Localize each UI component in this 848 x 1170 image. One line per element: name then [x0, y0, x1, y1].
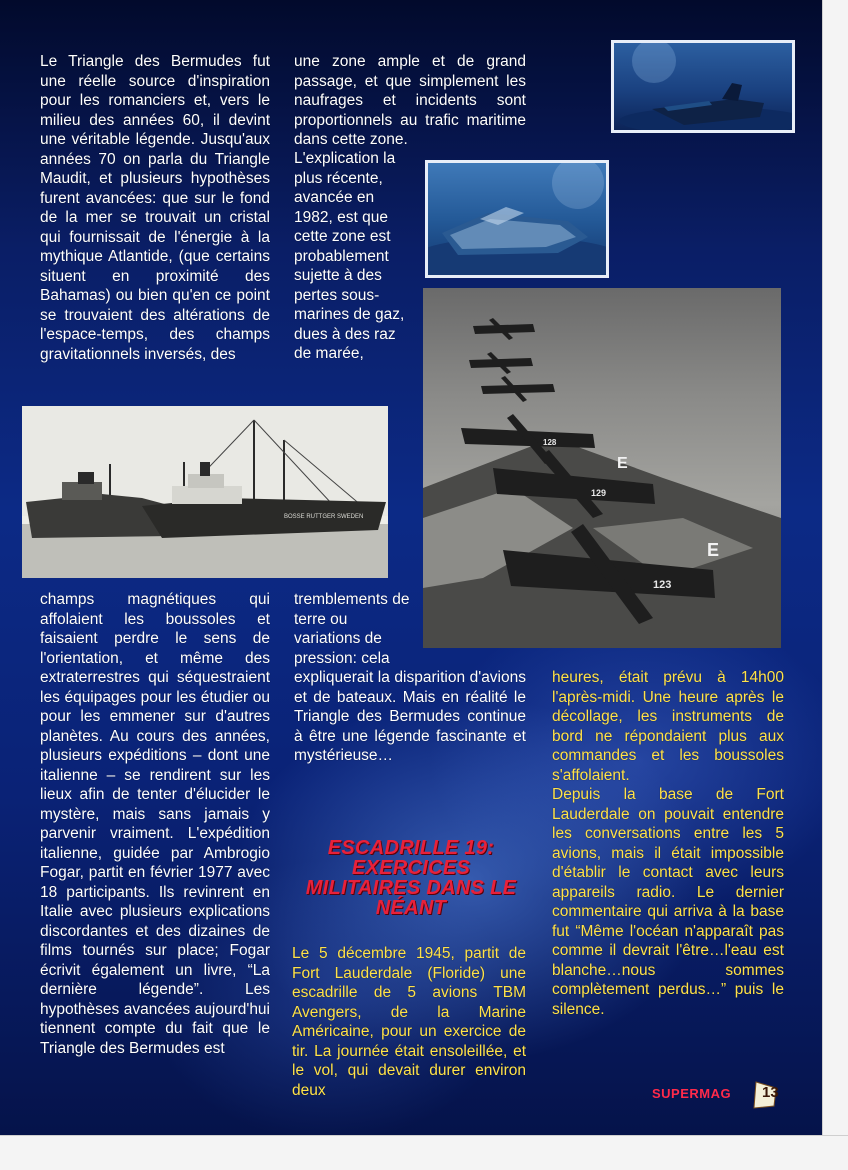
magazine-logo	[652, 1080, 780, 1110]
plane-tail-letter: E	[707, 540, 720, 560]
section-paragraph: Depuis la base de Fort Lauderdale on pouvait entendre les conversations entre les 5 avions, mais il était impossible d'établir le contact avec leurs appareils radio. Le dernier commentaire qui arriva à la base fut “Même l'océan n'apparaît pas comme il devrait l'être…l'eau est blanche…nous sommes complètement perdus…” puis le silence.	[552, 786, 784, 1018]
article-paragraph: une zone ample et de grand passage, et que simplement les naufrages et incidents sont proportionnels au trafic maritime dans cette zone.	[294, 53, 526, 148]
article-column-middle-bottom	[294, 590, 526, 766]
wreck-illustration	[428, 163, 606, 275]
article-column-left-top	[40, 52, 270, 364]
section-paragraph: heures, était prévu à 14h00 l'après-midi. Une heure après le décollage, les instruments de bord ne répondaient plus aux commandes et les boussoles s'affolaient.	[552, 669, 784, 784]
article-column-middle-top	[294, 52, 526, 150]
page-number: 13	[762, 1084, 779, 1101]
section-paragraph: Le 5 décembre 1945, partit de Fort Lauderdale (Floride) une escadrille de 5 avions TBM Avengers, de la Marine Américaine, pour un exercice de tir. La journée était ensoleillée, et le vol, qui devait durer environ deux	[292, 945, 526, 1099]
vintage-ship-photo	[22, 406, 388, 578]
article-paragraph-narrow: tremblements de terre ou variations de pression: cela	[294, 591, 410, 667]
plane-number-label: 129	[591, 488, 607, 498]
underwater-wreck-photo-middle	[425, 160, 609, 278]
section-column-middle	[292, 944, 526, 1100]
plane-number-label: 123	[653, 579, 672, 591]
wreck-illustration	[614, 43, 792, 130]
article-paragraph: champs magnétiques qui affolaient les boussoles et faisaient perdre le sens de l'orientation, et même des extraterrestres qui séquestraient les équipages pour les étudier ou pour les emmener sur d'autres planètes. Au cours des années, plusieurs expéditions – dont une italienne – se rendirent sur les lieux afin de tenter d'élucider le mystère, mais sans jamais y parvenir vraiment. L'expédition italienne, guidée par Ambrogio Fogar, partit en février 1977 avec 18 participants. Ils revinrent en Italie avec plusieurs explications discordantes et des dizaines de films tournés sur place; Fogar écrivit également un livre, “La dernière légende”. Les hypothèses avancées aujourd'hui tiennent compte du fait que le Triangle des Bermudes est	[40, 591, 270, 1057]
magazine-name: SUPERMAG	[652, 1086, 732, 1101]
page-margin-right	[822, 0, 848, 1169]
page-margin-bottom	[0, 1135, 848, 1170]
article-column-middle-narrow	[294, 149, 412, 364]
underwater-wreck-photo-top	[611, 40, 795, 133]
article-column-left-bottom	[40, 590, 270, 1058]
article-paragraph: L'explication la plus récente, avancée en 1982, est que cette zone est probablement sujette à des pertes sous-marines de gaz, dues à des raz de marée,	[294, 150, 405, 362]
article-paragraph: Le Triangle des Bermudes fut une réelle source d'inspiration pour les romanciers et, vers le milieu des années 60, il devint une véritable légende. Jusqu'aux années 70 on parla du Triangle Maudit, et plusieurs hypothèses furent avancées: que sur le fond de la mer se trouvait un cristal qui fournissait de l'énergie à la mythique Atlantide, (que certains situent en proximité des Bahamas) ou bien qu'en ce point se trouvaient des altérations de l'espace-temps, des champs gravitationnels inversés, des	[40, 53, 270, 363]
article-paragraph: expliquerait la disparition d'avions et de bateaux. Mais en réalité le Triangle des Bermudes continue à être une légende fascinante et mystérieuse…	[294, 669, 526, 764]
plane-tail-letter: E	[617, 455, 628, 472]
plane-number-label: 128	[543, 438, 557, 447]
section-column-right	[552, 668, 784, 1019]
section-heading: ESCADRILLE 19: EXERCICES MILITAIRES DANS LE NÉANT	[305, 837, 517, 919]
ship-illustration	[22, 406, 388, 578]
ship-name-label: BOSSE RUTTGER SWEDEN	[284, 514, 364, 520]
